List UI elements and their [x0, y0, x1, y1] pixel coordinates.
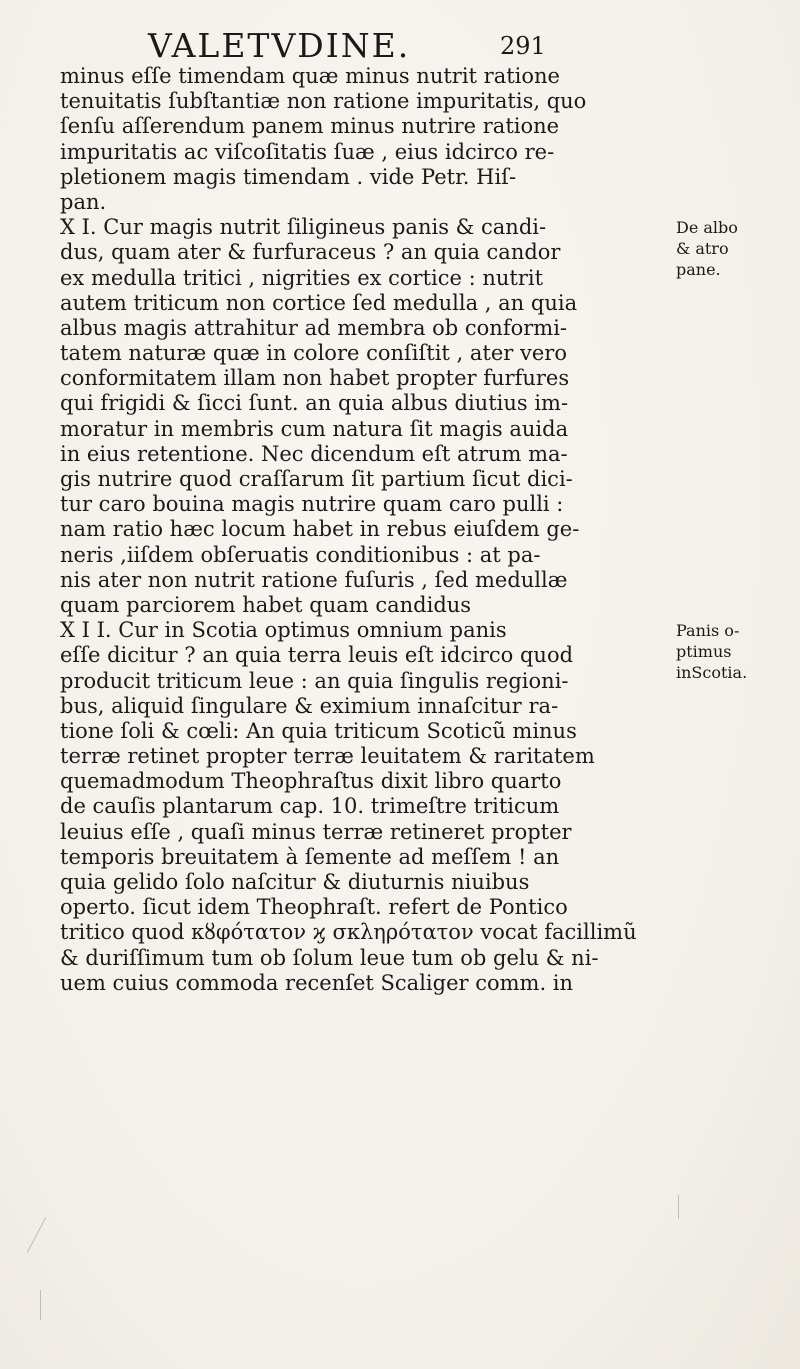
text-line: tione ſoli & cœli: An quia triticum Scoticũ minus: [60, 718, 577, 743]
running-head: VALETVDINE.: [148, 26, 411, 65]
text-line: bus, aliquid ſingulare & eximium innaſcitur ra-: [60, 693, 559, 718]
text-line: terræ retinet propter terræ leuitatem & raritatem: [60, 744, 595, 769]
text-line: tatem naturæ quæ in colore conſiſtit , ater vero: [60, 341, 567, 366]
margin-note-line: Panis o-: [676, 621, 740, 641]
text-line: X I. Cur magis nutrit ſiligineus panis & candi-: [60, 215, 547, 240]
margin-note: [676, 217, 738, 280]
margin-note-line: De albo: [676, 218, 738, 238]
text-line: producit triticum leue : an quia ſingulis regioni-: [60, 668, 569, 693]
text-line: X I I. Cur in Scotia optimus omnium panis: [60, 618, 507, 643]
text-line: nis ater non nutrit ratione fuſuris , ſed medullæ: [60, 567, 568, 592]
text-line: de cauſis plantarum cap. 10. trimeſtre triticum: [60, 794, 560, 819]
text-line: pan.: [60, 189, 107, 214]
text-line: tritico quod κȣφότατον ϗ σκληρότατον vocat facillimũ: [60, 920, 637, 945]
text-line: albus magis attrahitur ad membra ob conformi-: [60, 315, 568, 340]
text-line: tenuitatis ſubſtantiæ non ratione impuritatis, quo: [60, 89, 587, 114]
text-line: quia gelido ſolo naſcitur & diuturnis niuibus: [60, 870, 530, 894]
body-text: [60, 64, 650, 996]
text-line: minus eſſe timendam quæ minus nutrit ratione: [60, 64, 560, 88]
text-line: eſſe dicitur ? an quia terra leuis eſt idcirco quod: [60, 643, 574, 668]
page-number: 291: [500, 32, 546, 60]
paper-mark: [27, 1217, 47, 1253]
text-line: ſenſu aſſerendum panem minus nutrire ratione: [60, 114, 560, 139]
margin-note-line: inScotia.: [676, 663, 748, 683]
margin-note: [676, 620, 747, 683]
text-line: in eius retentione. Nec dicendum eſt atrum ma-: [60, 441, 568, 466]
paper-mark: [678, 1195, 679, 1219]
text-line: & duriſſimum tum ob ſolum leue tum ob gelu & ni-: [60, 945, 599, 970]
text-line: leuius eſſe , quaſi minus terræ retineret propter: [60, 819, 572, 844]
text-line: quemadmodum Theophraſtus dixit libro quarto: [60, 769, 562, 794]
text-line: pletionem magis timendam . vide Petr. Hiſ-: [60, 164, 517, 189]
text-line: operto. ſicut idem Theophraſt. refert de Pontico: [60, 895, 568, 920]
margin-note-line: & atro: [676, 239, 729, 259]
text-line: temporis breuitatem à ſemente ad meſſem ! an: [60, 844, 560, 869]
text-line: dus, quam ater & furfuraceus ? an quia candor: [60, 240, 561, 265]
text-line: qui frigidi & ſicci ſunt. an quia albus diutius im-: [60, 391, 569, 416]
text-line: nam ratio hæc locum habet in rebus eiuſdem ge-: [60, 517, 580, 542]
text-line: tur caro bouina magis nutrire quam caro pulli :: [60, 492, 564, 517]
text-line: conformitatem illam non habet propter furfures: [60, 366, 570, 391]
paper-mark: [40, 1290, 41, 1320]
margin-note-line: ptimus: [676, 642, 732, 662]
text-line: neris ,iiſdem obſeruatis conditionibus : at pa-: [60, 542, 541, 567]
margin-note-line: pane.: [676, 260, 721, 280]
text-line: autem triticum non cortice ſed medulla , an quia: [60, 290, 578, 315]
text-line: ex medulla tritici , nigrities ex cortice : nutrit: [60, 265, 544, 290]
text-line: gis nutrire quod craſſarum ſit partium ſicut dici-: [60, 467, 573, 491]
text-line: uem cuius commoda recenſet Scaliger comm. in: [60, 970, 574, 995]
text-line: impuritatis ac viſcoſitatis ſuæ , eius idcirco re-: [60, 139, 555, 164]
text-line: moratur in membris cum natura ſit magis auida: [60, 416, 569, 441]
text-line: quam parciorem habet quam candidus: [60, 592, 472, 617]
